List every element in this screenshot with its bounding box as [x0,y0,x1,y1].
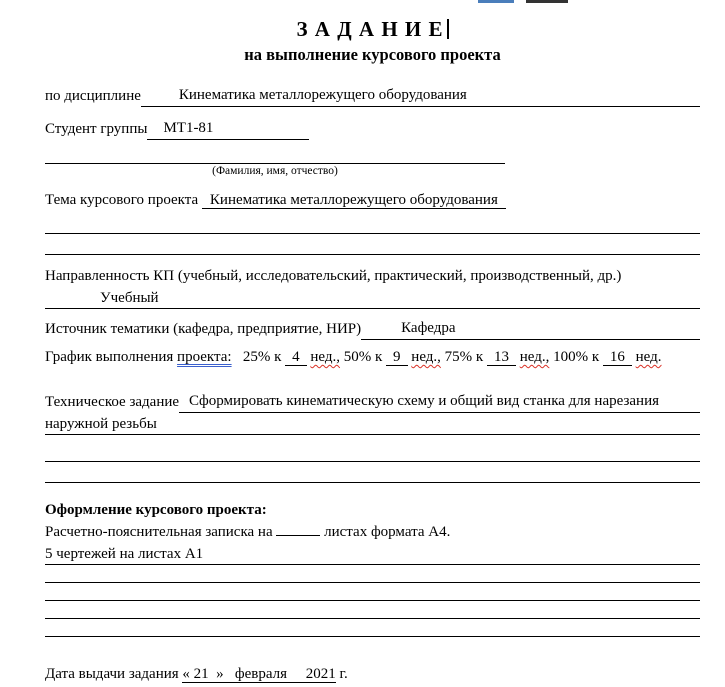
schedule-part-unit: нед., [411,349,441,365]
schedule-part-unit: нед., [519,349,550,365]
topic-row [45,189,700,211]
topic-field[interactable] [202,192,506,209]
schedule-week-field[interactable]: 13 [487,349,516,366]
schedule-label: График выполнения [45,349,174,365]
topic-blank-line-2[interactable] [45,234,700,255]
issue-date-row [45,663,700,685]
schedule-week-field[interactable]: 4 [285,349,307,366]
doc-title-text: З А Д А Н И Е [296,17,444,41]
design-blank-line-4[interactable] [45,619,700,637]
design-blank-line-1[interactable] [45,565,700,583]
source-row [45,317,700,340]
topic-blank-line-1[interactable] [45,213,700,234]
sheets-count-field[interactable] [276,522,320,536]
note-row [45,521,700,543]
discipline-field[interactable] [141,84,700,107]
tech-blank-line-2[interactable] [45,462,700,483]
issue-date-suffix: г. [339,666,348,682]
discipline-row [45,84,700,107]
source-field[interactable] [361,317,700,340]
student-group-field[interactable] [147,117,309,140]
cropped-top-mark-2 [526,0,568,3]
issue-date-field[interactable]: « 21 » февраля 2021 [182,666,336,682]
fio-field[interactable] [45,148,505,164]
direction-label: Направленность КП (учебный, исследовательский, практический, производственный, др.) [45,268,622,284]
design-blank-line-3[interactable] [45,601,700,619]
tech-task-label: Техническое задание [45,394,180,410]
schedule-part-unit: нед., [310,349,340,365]
schedule-row [45,346,700,368]
fio-caption: (Фамилия, имя, отчество) [212,165,338,177]
discipline-label: по дисциплине [45,88,141,104]
tech-task-value-line2: наружной резьбы [45,416,157,432]
design-blank-line-2[interactable] [45,583,700,601]
student-group-label: Студент группы [45,121,148,137]
tech-blank-line-1[interactable] [45,441,700,462]
source-value: Кафедра [401,320,456,336]
design-section-header: Оформление курсового проекта: [45,502,267,518]
note-suffix: листах формата А4. [324,524,451,540]
text-cursor [447,19,449,39]
doc-title [45,14,700,44]
cropped-top-mark-1 [478,0,514,3]
schedule-part-prefix: 75% к [444,349,484,365]
topic-label: Тема курсового проекта [45,192,199,208]
issue-date-label: Дата выдачи задания [45,666,179,682]
schedule-part-unit: нед. [635,349,662,365]
topic-value: Кинематика металлорежущего оборудования [209,192,498,208]
tech-task-field-line2[interactable] [45,413,700,435]
student-group-value: МТ1-81 [163,120,214,136]
grammar-flagged-word: проекта: [177,349,232,365]
source-label: Источник тематики (кафедра, предприятие, НИР) [45,321,362,337]
drawings-value: 5 чертежей на листах А1 [45,546,204,562]
schedule-part-prefix: 50% к [343,349,383,365]
student-group-row [45,117,700,140]
note-prefix: Расчетно-пояснительная записка на [45,524,273,540]
schedule-part-prefix: 25% к [242,349,282,365]
discipline-value: Кинематика металлорежущего оборудования [178,87,467,103]
schedule-part-prefix: 100% к [553,349,600,365]
drawings-field[interactable] [45,543,700,565]
tech-task-value-line1: Сформировать кинематическую схему и общий вид станка для нарезания [189,393,659,409]
tech-task-field[interactable] [179,390,700,413]
tech-task-row [45,390,700,413]
schedule-week-field[interactable]: 9 [386,349,408,366]
doc-subtitle: на выполнение курсового проекта [244,45,501,64]
direction-value: Учебный [100,290,159,306]
direction-field[interactable] [45,287,700,309]
schedule-week-field[interactable]: 16 [603,349,632,366]
